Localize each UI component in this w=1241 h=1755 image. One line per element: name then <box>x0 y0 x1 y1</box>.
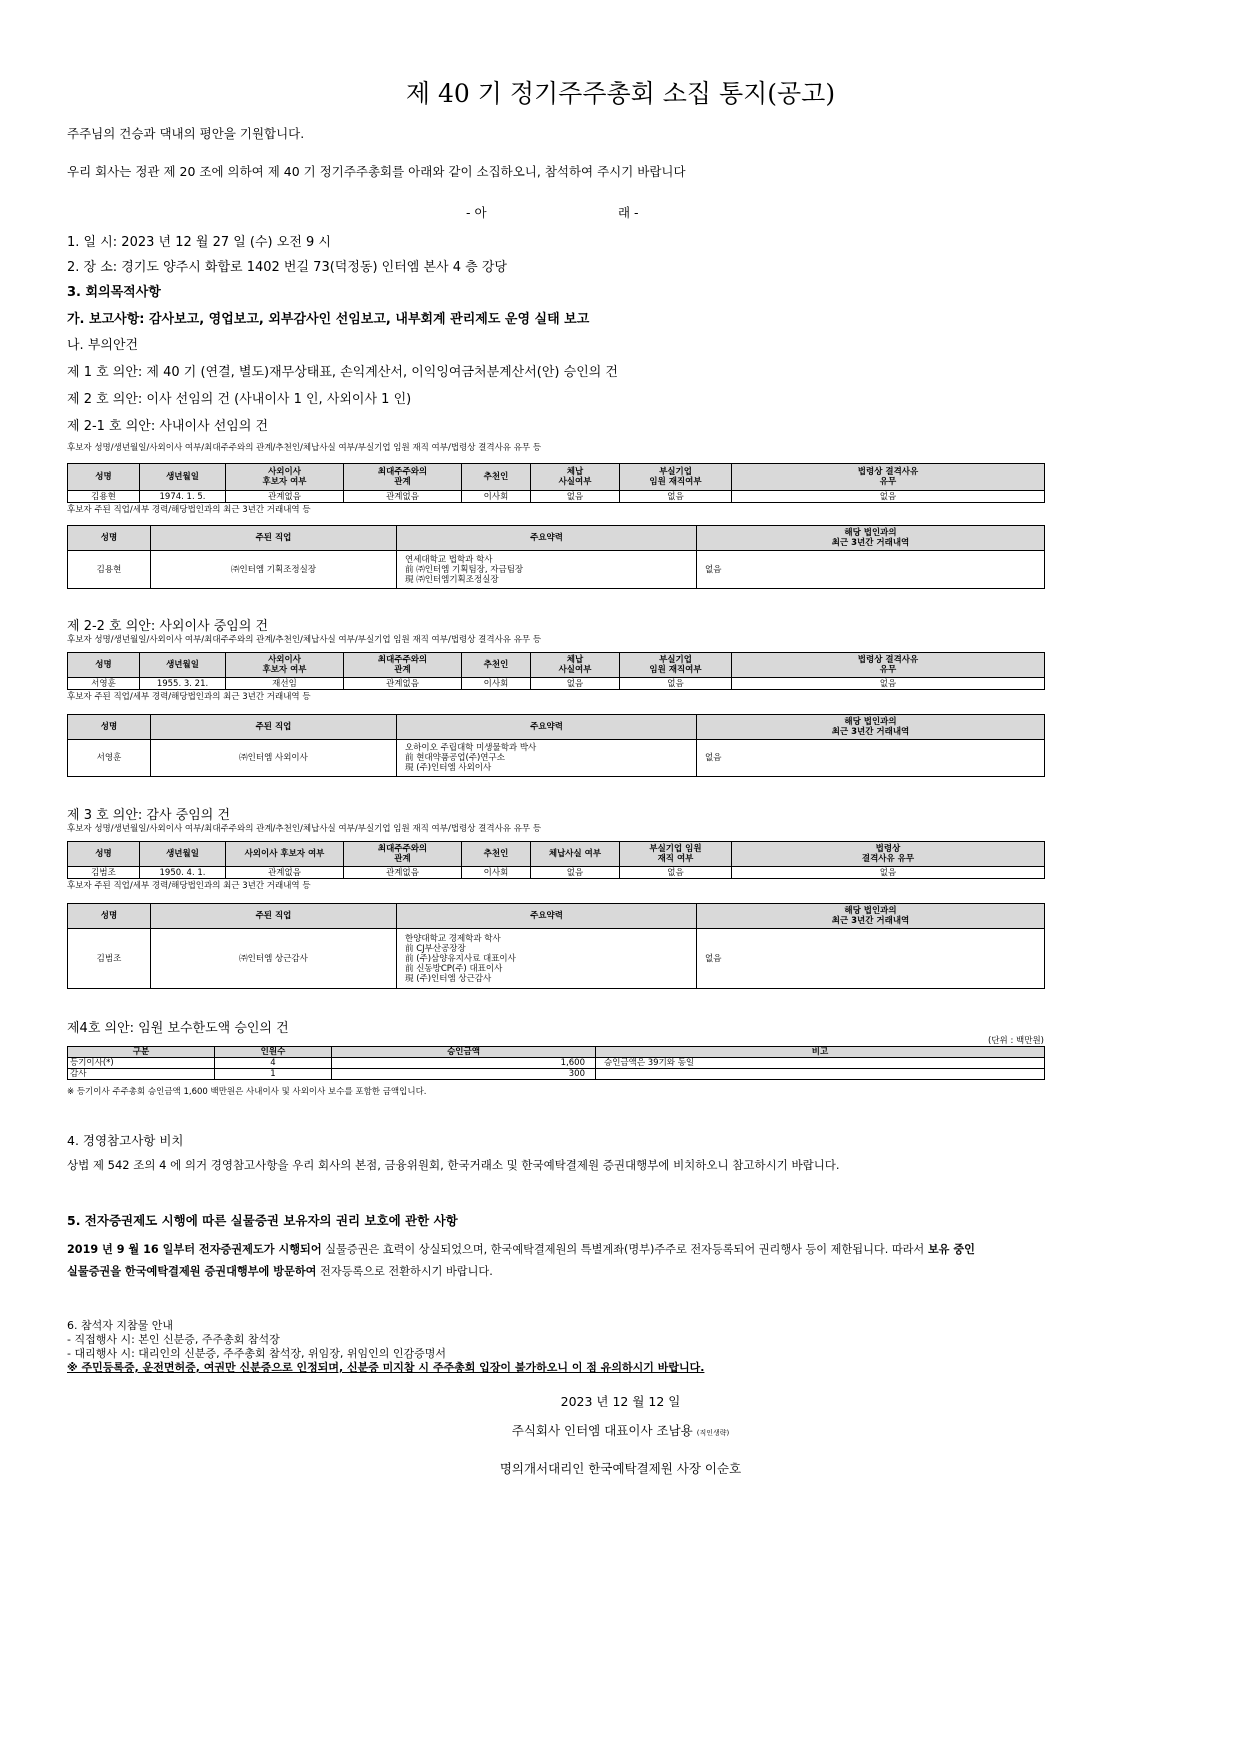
header-name: 성명 <box>68 526 151 551</box>
table-row <box>68 491 1045 503</box>
table-cell: 김용현 <box>68 551 151 589</box>
table-cell: 1 <box>215 1069 332 1080</box>
header-recommender: 추천인 <box>462 653 531 678</box>
header-disqualification: 법령상 결격사유 유무 <box>732 653 1045 678</box>
table-cell: 관계없음 <box>344 678 462 690</box>
transfer-agent: 명의개서대리인 한국예탁결제원 사장 이순호 <box>499 1461 742 1476</box>
header-arrears: 체납사실 여부 <box>531 842 620 867</box>
table-cell: 1950. 4. 1. <box>140 867 226 879</box>
header-outside: 사외이사 후보자 여부 <box>226 653 344 678</box>
candidate-table <box>67 841 1045 879</box>
table-cell: 김용현 <box>68 491 140 503</box>
header-major-shareholder: 최대주주와의 관계 <box>344 653 462 678</box>
header-birth: 생년월일 <box>140 842 226 867</box>
agenda-2: 제 2 호 의안: 이사 선임의 건 (사내이사 1 인, 사외이사 1 인) <box>67 392 412 407</box>
table-cell: 없음 <box>697 929 1045 989</box>
section-4-body: 상법 제 542 조의 4 에 의거 경영참고사항을 우리 회사의 본점, 금융위원회, 한국거래소 및 한국예탁결제원 증권대행부에 비치하오니 참고하시기 바랍니다. <box>67 1158 840 1172</box>
header-name: 성명 <box>68 842 140 867</box>
section-6-line-2: - 대리행사 시: 대리인의 신분증, 주주총회 참석장, 위임장, 위임인의 인감증명서 <box>67 1347 447 1360</box>
table-cell: 없음 <box>531 678 620 690</box>
career-cell: 한양대학교 경제학과 학사 前 CJ부산공장장 前 (주)삼양유지사료 대표이사 前 신동방CP(주) 대표이사 現 (주)인터엠 상근감사 <box>397 929 697 989</box>
report-items: 가. 보고사항: 감사보고, 영업보고, 외부감사인 선임보고, 내부회계 관리제도 운영 실태 보고 <box>67 312 590 327</box>
header-birth: 생년월일 <box>140 653 226 678</box>
table-row <box>68 1069 1045 1080</box>
table-cell: 4 <box>215 1058 332 1069</box>
agenda-1: 제 1 호 의안: 제 40 기 (연결, 별도)재무상태표, 손익계산서, 이익잉여금처분계산서(안) 승인의 건 <box>67 365 618 380</box>
table-cell: 1955. 3. 21. <box>140 678 226 690</box>
candidate-table <box>67 652 1045 690</box>
header-insolvent: 부실기업 임원 재직 여부 <box>620 842 732 867</box>
career-table <box>67 903 1045 989</box>
header-outside: 사외이사 후보자 여부 <box>226 464 344 491</box>
purpose-heading: 3. 회의목적사항 <box>67 285 161 300</box>
agenda-2-1-heading: 제 2-1 호 의안: 사내이사 선임의 건 <box>67 419 269 434</box>
table-cell: 1,600 <box>332 1058 596 1069</box>
table-cell: 이사회 <box>462 491 531 503</box>
header-recommender: 추천인 <box>462 842 531 867</box>
header-arrears: 체납 사실여부 <box>531 653 620 678</box>
id-warning: ※ 주민등록증, 운전면허증, 여권만 신분증으로 인정되며, 신분증 미지참 시 주주총회 입장이 불가하오니 이 점 유의하시기 바랍니다. <box>67 1361 705 1374</box>
header-remarks: 비고 <box>596 1047 1045 1058</box>
meeting-date: 1. 일 시: 2023 년 12 월 27 일 (수) 오전 9 시 <box>67 235 331 250</box>
seal-omitted: (직인생략) <box>696 1429 730 1437</box>
candidate-note: 후보자 성명/생년월일/사외이사 여부/최대주주와의 관계/추천인/체납사실 여부/부실기업 임원 재직 여부/법령상 결격사유 유무 등 <box>67 443 542 453</box>
section-5-line-2: 실물증권을 한국예탁결제원 증권대행부에 방문하여 전자등록으로 전환하시기 바랍니다. <box>67 1265 493 1278</box>
header-insolvent: 부실기업 임원 재직여부 <box>620 653 732 678</box>
below-marker-left: - 아 <box>466 205 487 220</box>
section-5-line-1: 2019 년 9 월 16 일부터 전자증권제도가 시행되어 실물증권은 효력이 상실되었으며, 한국예탁결제원의 특별계좌(명부)주주로 전자등록되어 권리행사 등이 제한됩니다. 따라서 보유 중인 <box>67 1243 975 1256</box>
table-cell: 서영훈 <box>68 678 140 690</box>
table-row <box>68 740 1045 777</box>
header-transactions: 해당 법인과의 최근 3년간 거래내역 <box>697 904 1045 929</box>
table-row <box>68 678 1045 690</box>
table-cell: 없음 <box>620 867 732 879</box>
table-cell: 서영훈 <box>68 740 151 777</box>
closing-signature: 주식회사 인터엠 대표이사 조남용 (직인생략) <box>511 1423 730 1438</box>
closing-date: 2023 년 12 월 12 일 <box>560 1394 681 1409</box>
candidate-note: 후보자 성명/생년월일/사외이사 여부/최대주주와의 관계/추천인/체납사실 여부/부실기업 임원 재직 여부/법령상 결격사유 유무 등 <box>67 635 542 645</box>
header-transactions: 해당 법인과의 최근 3년간 거래내역 <box>697 715 1045 740</box>
table-cell: 재선임 <box>226 678 344 690</box>
header-count: 인원수 <box>215 1047 332 1058</box>
header-name: 성명 <box>68 464 140 491</box>
table-cell: 없음 <box>732 678 1045 690</box>
section-6-heading: 6. 참석자 지참물 안내 <box>67 1319 173 1332</box>
table-cell: 없음 <box>531 491 620 503</box>
compensation-table <box>67 1046 1045 1080</box>
intro-text: 우리 회사는 정관 제 20 조에 의하여 제 40 기 정기주주총회를 아래와 같이 소집하오니, 참석하여 주시기 바랍니다 <box>67 164 686 179</box>
table-cell: 없음 <box>732 867 1045 879</box>
header-job: 주된 직업 <box>151 526 397 551</box>
table-cell: 없음 <box>620 491 732 503</box>
section-4-heading: 4. 경영참고사항 비치 <box>67 1133 184 1148</box>
table-cell: 김범조 <box>68 867 140 879</box>
header-career: 주요약력 <box>397 526 697 551</box>
table-cell: 300 <box>332 1069 596 1080</box>
table-cell: 없음 <box>531 867 620 879</box>
header-arrears: 체납 사실여부 <box>531 464 620 491</box>
table-row <box>68 867 1045 879</box>
table-cell: 승인금액은 39기와 동일 <box>596 1058 1045 1069</box>
greeting-text: 주주님의 건승과 댁내의 평안을 기원합니다. <box>67 126 305 141</box>
table-cell: 없음 <box>732 491 1045 503</box>
resolution-heading: 나. 부의안건 <box>67 338 139 353</box>
table-cell: 김범조 <box>68 929 151 989</box>
table-cell: ㈜인터엠 상근감사 <box>151 929 397 989</box>
table-cell: 관계없음 <box>226 491 344 503</box>
candidate-note: 후보자 성명/생년월일/사외이사 여부/최대주주와의 관계/추천인/체납사실 여부/부실기업 임원 재직 여부/법령상 결격사유 유무 등 <box>67 824 542 834</box>
career-cell: 연세대학교 법학과 학사 前 ㈜인터엠 기획팀장, 자금팀장 現 ㈜인터엠기획조정실장 <box>397 551 697 589</box>
header-disqualification: 법령상 결격사유 유무 <box>732 842 1045 867</box>
table-row <box>68 929 1045 989</box>
header-insolvent: 부실기업 임원 재직여부 <box>620 464 732 491</box>
agenda-2-2-heading: 제 2-2 호 의안: 사외이사 중임의 건 <box>67 619 269 634</box>
table-cell: ㈜인터엠 사외이사 <box>151 740 397 777</box>
section-5-heading: 5. 전자증권제도 시행에 따른 실물증권 보유자의 권리 보호에 관한 사항 <box>67 1213 458 1228</box>
header-transactions: 해당 법인과의 최근 3년간 거래내역 <box>697 526 1045 551</box>
header-major-shareholder: 최대주주와의 관계 <box>344 842 462 867</box>
table-cell: 관계없음 <box>344 867 462 879</box>
header-job: 주된 직업 <box>151 904 397 929</box>
career-table <box>67 714 1045 777</box>
header-name: 성명 <box>68 904 151 929</box>
table-cell <box>596 1069 1045 1080</box>
table-cell: 감사 <box>68 1069 215 1080</box>
header-amount: 승인금액 <box>332 1047 596 1058</box>
header-birth: 생년월일 <box>140 464 226 491</box>
agenda-4-heading: 제4호 의안: 임원 보수한도액 승인의 건 <box>67 1021 289 1036</box>
table-cell: 이사회 <box>462 678 531 690</box>
header-name: 성명 <box>68 715 151 740</box>
header-career: 주요약력 <box>397 715 697 740</box>
candidate-table <box>67 463 1045 503</box>
agenda-3-heading: 제 3 호 의안: 감사 중임의 건 <box>67 808 231 823</box>
table-row <box>68 1058 1045 1069</box>
page-title: 제 40 기 정기주주총회 소집 통지(공고) <box>405 79 836 108</box>
table-cell: 관계없음 <box>344 491 462 503</box>
table-cell: 관계없음 <box>226 867 344 879</box>
compensation-note: ※ 등기이사 주주총회 승인금액 1,600 백만원은 사내이사 및 사외이사 보수를 포함한 금액입니다. <box>67 1087 427 1097</box>
table-cell: 이사회 <box>462 867 531 879</box>
meeting-place: 2. 장 소: 경기도 양주시 화합로 1402 번길 73(덕정동) 인터엠 본사 4 층 강당 <box>67 260 507 275</box>
career-note: 후보자 주된 직업/세부 경력/해당법인과의 최근 3년간 거래내역 등 <box>67 881 311 891</box>
table-cell: 1974. 1. 5. <box>140 491 226 503</box>
header-outside: 사외이사 후보자 여부 <box>226 842 344 867</box>
table-cell: 없음 <box>620 678 732 690</box>
table-cell: ㈜인터엠 기획조정실장 <box>151 551 397 589</box>
header-career: 주요약력 <box>397 904 697 929</box>
table-cell: 없음 <box>697 740 1045 777</box>
below-marker-right: 래 - <box>618 205 639 220</box>
header-job: 주된 직업 <box>151 715 397 740</box>
header-category: 구분 <box>68 1047 215 1058</box>
section-6-line-1: - 직접행사 시: 본인 신분증, 주주총회 참석장 <box>67 1333 280 1346</box>
unit-label: (단위 : 백만원) <box>988 1036 1044 1046</box>
header-major-shareholder: 최대주주와의 관계 <box>344 464 462 491</box>
career-note: 후보자 주된 직업/세부 경력/해당법인과의 최근 3년간 거래내역 등 <box>67 692 311 702</box>
career-table <box>67 525 1045 589</box>
table-cell: 등기이사(*) <box>68 1058 215 1069</box>
career-note: 후보자 주된 직업/세부 경력/해당법인과의 최근 3년간 거래내역 등 <box>67 505 311 515</box>
header-disqualification: 법령상 결격사유 유무 <box>732 464 1045 491</box>
table-cell: 없음 <box>697 551 1045 589</box>
career-cell: 오하이오 주립대학 미생물학과 박사 前 현대약품공업(주)연구소 現 (주)인터엠 사외이사 <box>397 740 697 777</box>
header-recommender: 추천인 <box>462 464 531 491</box>
table-row <box>68 551 1045 589</box>
header-name: 성명 <box>68 653 140 678</box>
